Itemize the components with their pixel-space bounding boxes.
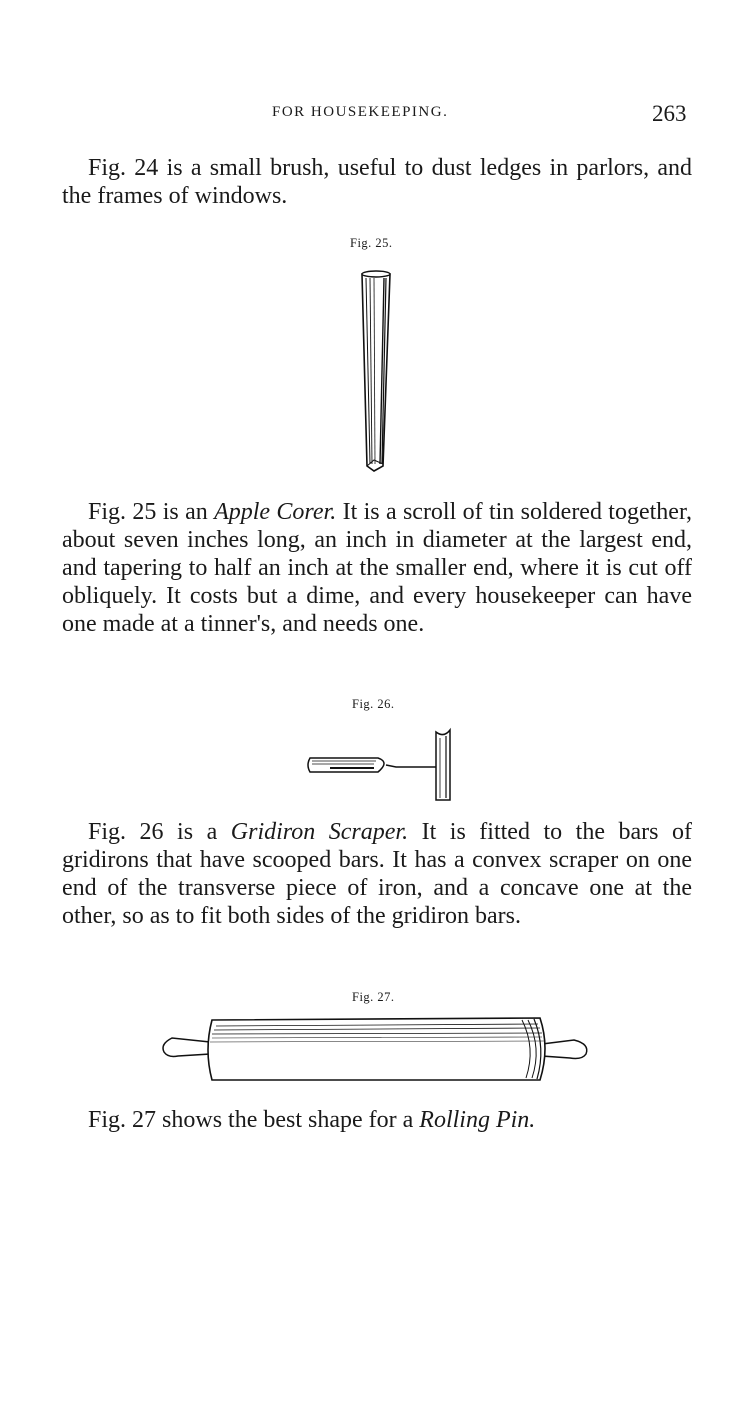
paragraph-fig-24-text: Fig. 24 is a small brush, useful to dust ledges in parlors, and the frames of windows. <box>62 155 692 209</box>
paragraph-fig-26-before: Fig. 26 is a <box>88 819 231 845</box>
running-head: FOR HOUSEKEEPING. <box>272 104 449 120</box>
figure-27-caption: Fig. 27. <box>352 990 395 1004</box>
page-number: 263 <box>652 101 687 126</box>
paragraph-fig-26 <box>62 818 692 930</box>
paragraph-fig-25 <box>62 498 692 638</box>
paragraph-fig-27-before: Fig. 27 shows the best shape for a <box>88 1107 420 1133</box>
figure-26-caption: Fig. 26. <box>352 697 395 711</box>
gridiron-scraper-illustration <box>300 720 470 804</box>
paragraph-fig-26-after: It is fitted to the bars of gridirons that have scooped bars. It has a convex scraper on one end of the transverse piece of iron, and a concave one at the other, so as to fit both sides of the gridiron bars. <box>62 819 693 929</box>
rolling-pin-illustration <box>154 1014 598 1086</box>
paragraph-fig-24 <box>62 154 692 210</box>
paragraph-fig-25-after: It is a scroll of tin soldered together, about seven inches long, an inch in diameter at the largest end, and tapering to half an inch at the smaller end, where it is cut off obliquely. It costs but a dime, and every housekeeper can have one made at a tinner's, and needs one. <box>62 499 692 637</box>
figure-25-caption: Fig. 25. <box>350 236 393 250</box>
apple-corer-term: Apple Corer. <box>214 499 337 525</box>
rolling-pin-term: Rolling Pin. <box>419 1107 536 1133</box>
apple-corer-illustration <box>352 268 412 474</box>
paragraph-fig-27 <box>62 1106 692 1134</box>
gridiron-scraper-term: Gridiron Scraper. <box>230 819 409 845</box>
paragraph-fig-25-before: Fig. 25 is an <box>88 499 215 525</box>
